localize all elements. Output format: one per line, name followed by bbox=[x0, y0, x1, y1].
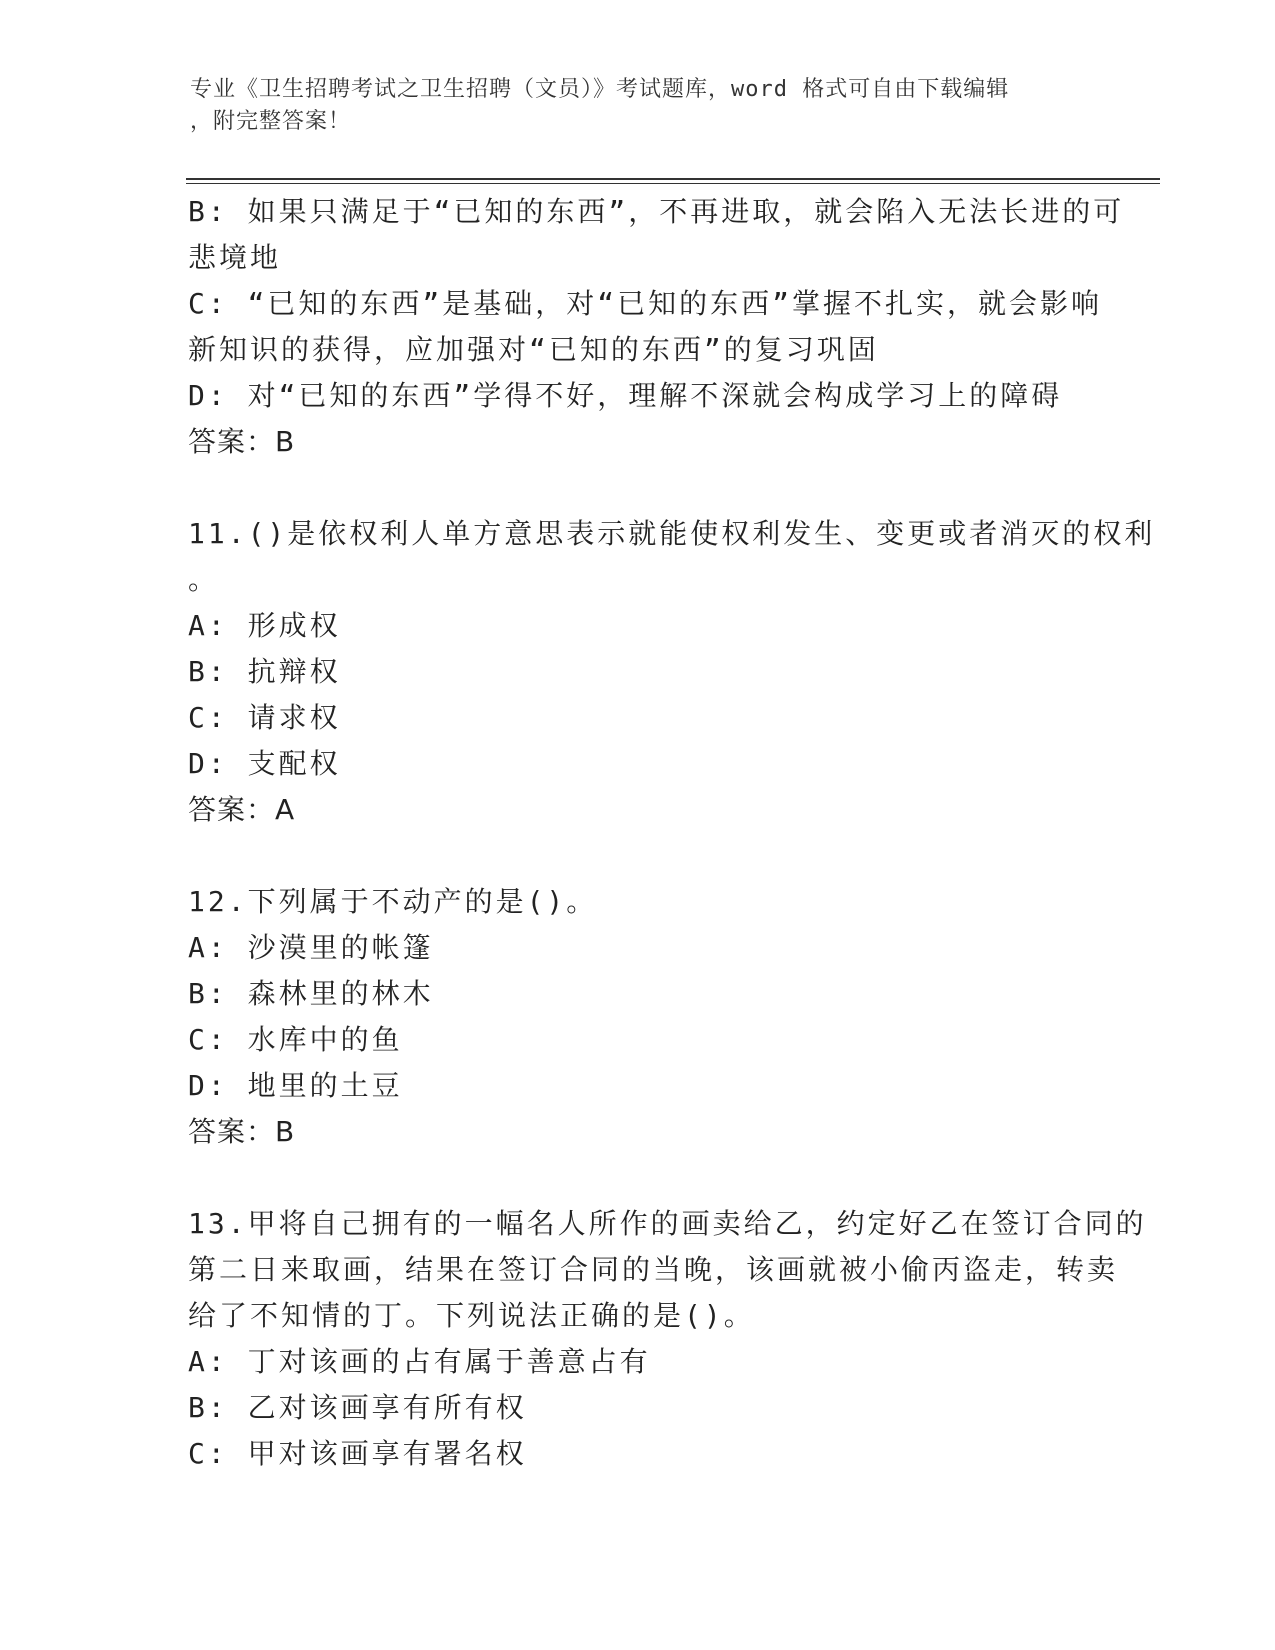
option-a: A: 丁对该画的占有属于善意占有 bbox=[188, 1345, 651, 1378]
header-divider-thin bbox=[186, 183, 1160, 184]
question-stem-line-3: 给了不知情的丁。下列说法正确的是()。 bbox=[188, 1299, 755, 1332]
option-b-line-2: 悲境地 bbox=[188, 241, 282, 274]
spacer bbox=[188, 833, 1088, 879]
question-stem-line-2: 第二日来取画，结果在签订合同的当晚，该画就被小偷丙盗走，转卖 bbox=[188, 1253, 1119, 1286]
option-b: B: 抗辩权 bbox=[188, 655, 341, 688]
option-c: C: 水库中的鱼 bbox=[188, 1023, 403, 1056]
option-d: D: 支配权 bbox=[188, 747, 341, 780]
answer: 答案：A bbox=[188, 793, 296, 826]
answer: 答案：B bbox=[188, 1115, 296, 1148]
question-10-tail bbox=[188, 189, 1125, 465]
option-d: D: 地里的土豆 bbox=[188, 1069, 403, 1102]
option-c: C: 甲对该画享有署名权 bbox=[188, 1437, 527, 1470]
question-stem-line-1: 13.甲将自己拥有的一幅名人所作的画卖给乙，约定好乙在签订合同的 bbox=[188, 1207, 1147, 1240]
option-b: B: 森林里的林木 bbox=[188, 977, 434, 1010]
answer: 答案：B bbox=[188, 425, 296, 458]
option-c: C: 请求权 bbox=[188, 701, 341, 734]
question-stem-line-2: 。 bbox=[188, 563, 220, 596]
question-13 bbox=[188, 1201, 1147, 1477]
header-line-2: ，附完整答案！ bbox=[190, 109, 352, 134]
option-b-line-1: B: 如果只满足于“已知的东西”，不再进取，就会陷入无法长进的可 bbox=[188, 195, 1125, 228]
option-c-line-2: 新知识的获得，应加强对“已知的东西”的复习巩固 bbox=[188, 333, 879, 366]
option-c-line-1: C: “已知的东西”是基础，对“已知的东西”掌握不扎实，就会影响 bbox=[188, 287, 1103, 320]
question-12 bbox=[188, 879, 1088, 1155]
question-stem: 12.下列属于不动产的是()。 bbox=[188, 885, 598, 918]
option-d: D: 对“已知的东西”学得不好，理解不深就会构成学习上的障碍 bbox=[188, 379, 1063, 412]
option-a: A: 沙漠里的帐篷 bbox=[188, 931, 434, 964]
spacer bbox=[188, 1155, 1088, 1201]
option-b: B: 乙对该画享有所有权 bbox=[188, 1391, 527, 1424]
option-a: A: 形成权 bbox=[188, 609, 341, 642]
question-11 bbox=[188, 511, 1156, 833]
question-list bbox=[188, 189, 1156, 1477]
spacer bbox=[188, 465, 1088, 511]
header-divider-thick bbox=[186, 178, 1160, 180]
document-header bbox=[190, 74, 1070, 138]
question-stem-line-1: 11.()是依权利人单方意思表示就能使权利发生、变更或者消灭的权利 bbox=[188, 517, 1156, 550]
header-line-1: 专业《卫生招聘考试之卫生招聘（文员）》考试题库，word 格式可自由下载编辑 bbox=[190, 77, 1010, 102]
